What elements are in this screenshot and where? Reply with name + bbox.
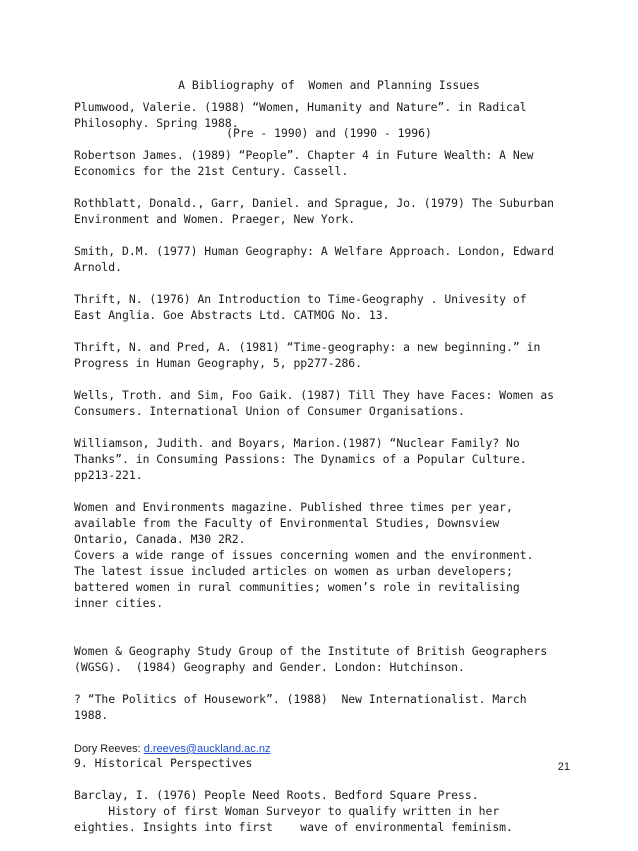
- header-title: A Bibliography of Women and Planning Issues: [178, 78, 480, 92]
- bibliography-entry: ? “The Politics of Housework”. (1988) New Internationalist. March 1988.: [74, 692, 527, 722]
- bibliography-entry: Smith, D.M. (1977) Human Geography: A Welfare Approach. London, Edward Arnold.: [74, 244, 555, 274]
- footer-author: Dory Reeves:: [74, 743, 144, 755]
- bibliography-entry: Williamson, Judith. and Boyars, Marion.(1987) “Nuclear Family? No Thanks”. in Consuming Passions: The Dynamics of a Popular Culture. pp213-221.: [74, 436, 527, 482]
- bibliography-entry: Thrift, N. (1976) An Introduction to Time-Geography . Univesity of East Anglia. Goe Abstracts Ltd. CATMOG No. 13.: [74, 292, 527, 322]
- bibliography-entry: Robertson James. (1989) “People”. Chapter 4 in Future Wealth: A New Economics for the 21st Century. Cassell.: [74, 148, 534, 178]
- spacer: [74, 627, 574, 643]
- bibliography-entry: Women & Geography Study Group of the Institute of British Geographers (WGSG). (1984) Geography and Gender. London: Hutchinson.: [74, 644, 548, 674]
- bibliography-entry: Plumwood, Valerie. (1988) “Women, Humanity and Nature”. in Radical Philosophy. Spring 1988.: [74, 100, 527, 130]
- bibliography-body: [74, 99, 574, 851]
- bibliography-entry: Thrift, N. and Pred, A. (1981) “Time-geography: a new beginning.” in Progress in Human Geography, 5, pp277-286.: [74, 340, 541, 370]
- page-number: 21: [557, 761, 570, 773]
- bibliography-entry: Women and Environments magazine. Published three times per year, available from the Faculty of Environmental Studies, Downsview Ontario, Canada. M30 2R2. Covers a wide range of issues concerning women and the environment. The latest issue included articles on women as urban developers; battered women in rural communities; women’s role in revitalising inner cities.: [74, 500, 534, 610]
- page-footer: [74, 743, 270, 755]
- section-heading: 9. Historical Perspectives: [74, 756, 253, 770]
- header-subtitle: (Pre - 1990) and (1990 - 1996): [226, 126, 432, 140]
- footer-email-link[interactable]: d.reeves@auckland.ac.nz: [143, 743, 271, 755]
- bibliography-entry: Wells, Troth. and Sim, Foo Gaik. (1987) Till They have Faces: Women as Consumers. International Union of Consumer Organisations.: [74, 388, 555, 418]
- bibliography-entry: Rothblatt, Donald., Garr, Daniel. and Sprague, Jo. (1979) The Suburban Environment and Women. Praeger, New York.: [74, 196, 555, 226]
- bibliography-entry: Barclay, I. (1976) People Need Roots. Bedford Square Press. History of first Woman Surveyor to qualify written in her eighties. Insights into first wave of environmental feminism.: [74, 788, 513, 834]
